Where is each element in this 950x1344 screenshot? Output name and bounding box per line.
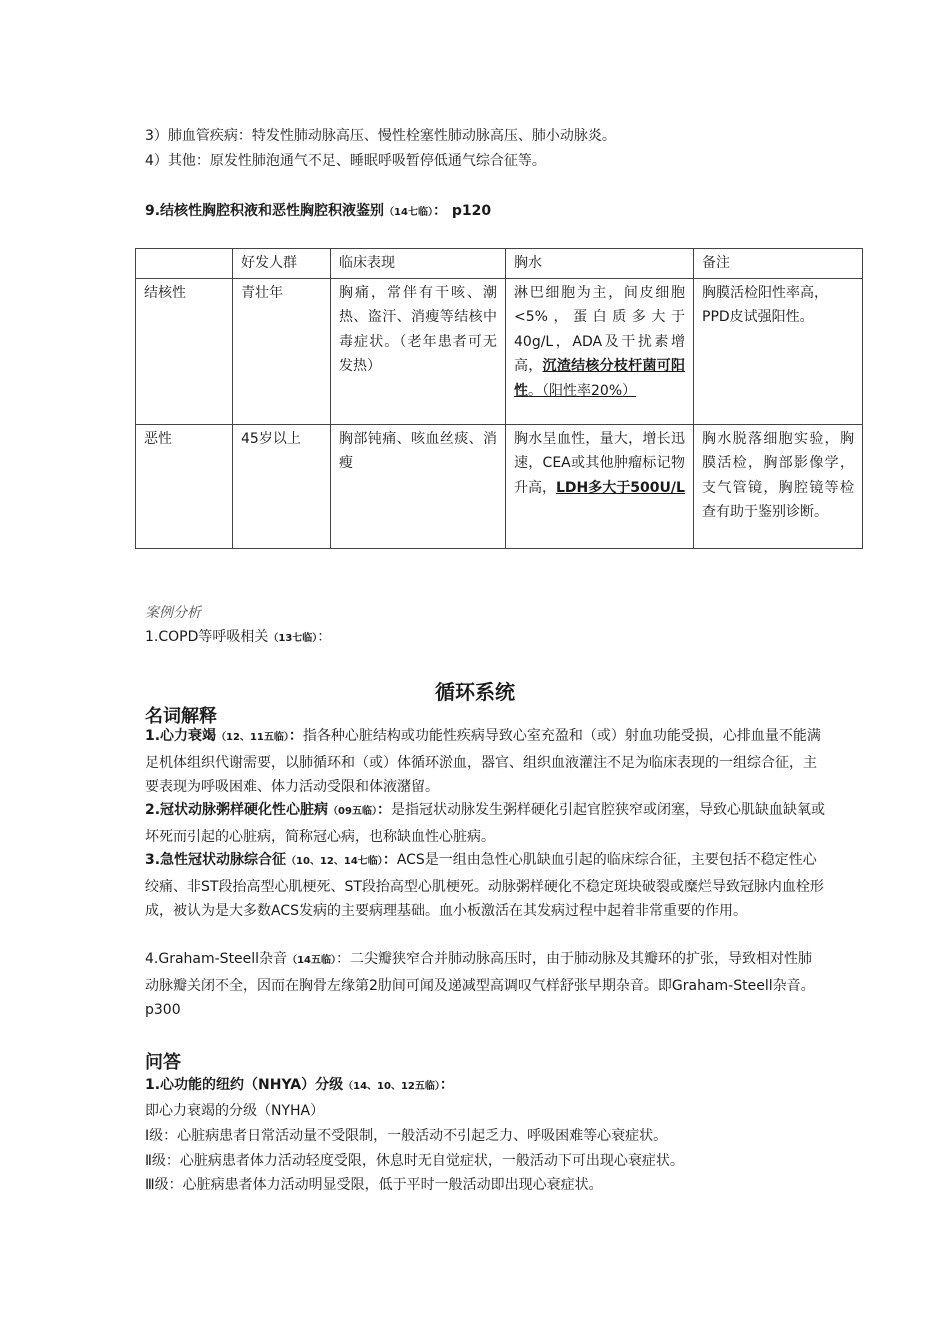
table-row [136,424,863,548]
cell-clinical: 胸部钝痛、咳血丝痰、消瘦 [331,424,506,548]
cell-type: 恶性 [136,424,233,548]
table-header-row [136,249,863,279]
case-item-tag: （13七临） [268,633,318,644]
effusion-highlight: LDH多大于500U/L [556,479,685,496]
case-item-text: 1.COPD等呼吸相关 [145,629,269,645]
grade-1: Ⅰ级：心脏病患者日常活动量不受限制，一般活动不引起乏力、呼吸困难等心衰症状。 [145,1128,668,1144]
term-4-tag: （14五临） [287,955,336,966]
qa-heading: 问答 [145,1052,181,1073]
term-2-tag: （09五临） [328,806,377,817]
term-1-colon: ： [288,728,303,744]
text-line-4: 4）其他：原发性肺泡通气不足、睡眠呼吸暂停低通气综合征等。 [145,153,546,169]
question-9-suffix: ： p120 [432,203,492,219]
effusion-rate: 。（阳性率20%） [528,382,637,399]
grade-3: Ⅲ级：心脏病患者体力活动明显受限，低于平时一般活动即出现心衰症状。 [145,1177,603,1193]
header-cell: 备注 [694,249,863,279]
term-4 [145,947,825,1023]
qa-q1-colon: ： [439,1077,454,1093]
table-row [136,278,863,424]
question-9-tag: （14七临） [384,207,433,218]
cell-group: 45岁以上 [233,424,331,548]
term-2-text: 是指冠状动脉发生粥样硬化引起官腔狭窄或闭塞，导致心肌缺血缺氧或坏死而引起的心脏病，简称冠心病，也称缺血性心脏病。 [145,802,825,845]
term-1 [145,724,825,800]
term-1-name: 1.心力衰竭 [145,728,217,744]
case-analysis-label: 案例分析 [145,605,201,621]
text-line-3: 3）肺血管疾病：特发性肺动脉高压、慢性栓塞性肺动脉高压、肺小动脉炎。 [145,128,616,144]
qa-question-1 [145,1075,454,1097]
header-cell: 好发人群 [233,249,331,279]
term-3-text: ACS是一组由急性心肌缺血引起的临床综合征，主要包括不稳定性心绞痛、非ST段抬高型心肌梗死、ST段抬高型心肌梗死。动脉粥样硬化不稳定斑块破裂或糜烂导致冠脉内血栓形成，被认为是大多数ACS发病的主要病理基础。血小板激活在其发病过程中起着非常重要的作用。 [145,852,824,919]
term-4-text: 二尖瓣狭窄合并肺动脉高压时，由于肺动脉及其瓣环的扩张，导致相对性肺动脉瓣关闭不全，因而在胸骨左缘第2肋间可闻及递减型高调叹气样舒张早期杂音。即Graham-Steell杂音。p300 [145,951,815,1018]
cell-note: 胸水脱落细胞实验，胸膜活检，胸部影像学，支气管镜，胸腔镜等检查有助于鉴别诊断。 [694,424,863,548]
question-9-title: 9.结核性胸腔积液和恶性胸腔积液鉴别 [145,203,385,219]
cell-type: 结核性 [136,278,233,424]
header-cell: 临床表现 [331,249,506,279]
cell-note: 胸膜活检阳性率高，PPD皮试强阳性。 [694,278,863,424]
question-9-heading [145,201,491,223]
term-2-name: 2.冠状动脉粥样硬化性心脏病 [145,802,329,818]
terms-heading: 名词解释 [145,706,217,727]
cell-effusion [506,424,694,548]
case-item-suffix: ： [317,629,332,645]
section-title: 循环系统 [435,680,515,704]
term-3 [145,848,825,924]
cell-clinical: 胸痛，常伴有干咳、潮热、盗汗、消瘦等结核中毒症状。（老年患者可无发热） [331,278,506,424]
qa-intro: 即心力衰竭的分级（NYHA） [145,1103,325,1119]
term-3-colon: ： [382,852,397,868]
cell-group: 青壮年 [233,278,331,424]
effusion-text: 淋巴细胞为主，间皮细胞<5%，蛋白质多大于40g/L，ADA及干扰素增高， [514,284,685,374]
header-cell [136,249,233,279]
term-2 [145,798,825,849]
term-4-colon: ： [336,951,350,967]
term-2-colon: ： [376,802,391,818]
effusion-text: 胸水呈血性，量大，增长迅速，CEA或其他肿瘤标记物升高， [514,430,685,496]
qa-q1-title: 1.心功能的纽约（NHYA）分级 [145,1077,344,1093]
qa-q1-tag: （14、10、12五临） [343,1081,440,1092]
effusion-comparison-table [135,248,863,549]
grade-2: Ⅱ级：心脏病患者体力活动轻度受限，休息时无自觉症状，一般活动下可出现心衰症状。 [145,1153,684,1169]
cell-effusion [506,278,694,424]
term-1-tag: （12、11五临） [216,732,289,743]
term-4-name: 4.Graham-Steell杂音 [145,951,288,967]
effusion-highlight: 沉渣结核分枝杆菌可阳性 [514,358,686,399]
header-cell: 胸水 [506,249,694,279]
term-3-name: 3.急性冠状动脉综合征 [145,852,287,868]
term-1-text: 指各种心脏结构或功能性疾病导致心室充盈和（或）射血功能受损，心排血量不能满足机体组织代谢需要，以肺循环和（或）体循环淤血，器官、组织血液灌注不足为临床表现的一组综合征，主要表现为呼吸困难、体力活动受限和体液潴留。 [145,728,821,795]
term-3-tag: （10、12、14七临） [286,856,383,867]
case-item-1 [145,627,331,649]
